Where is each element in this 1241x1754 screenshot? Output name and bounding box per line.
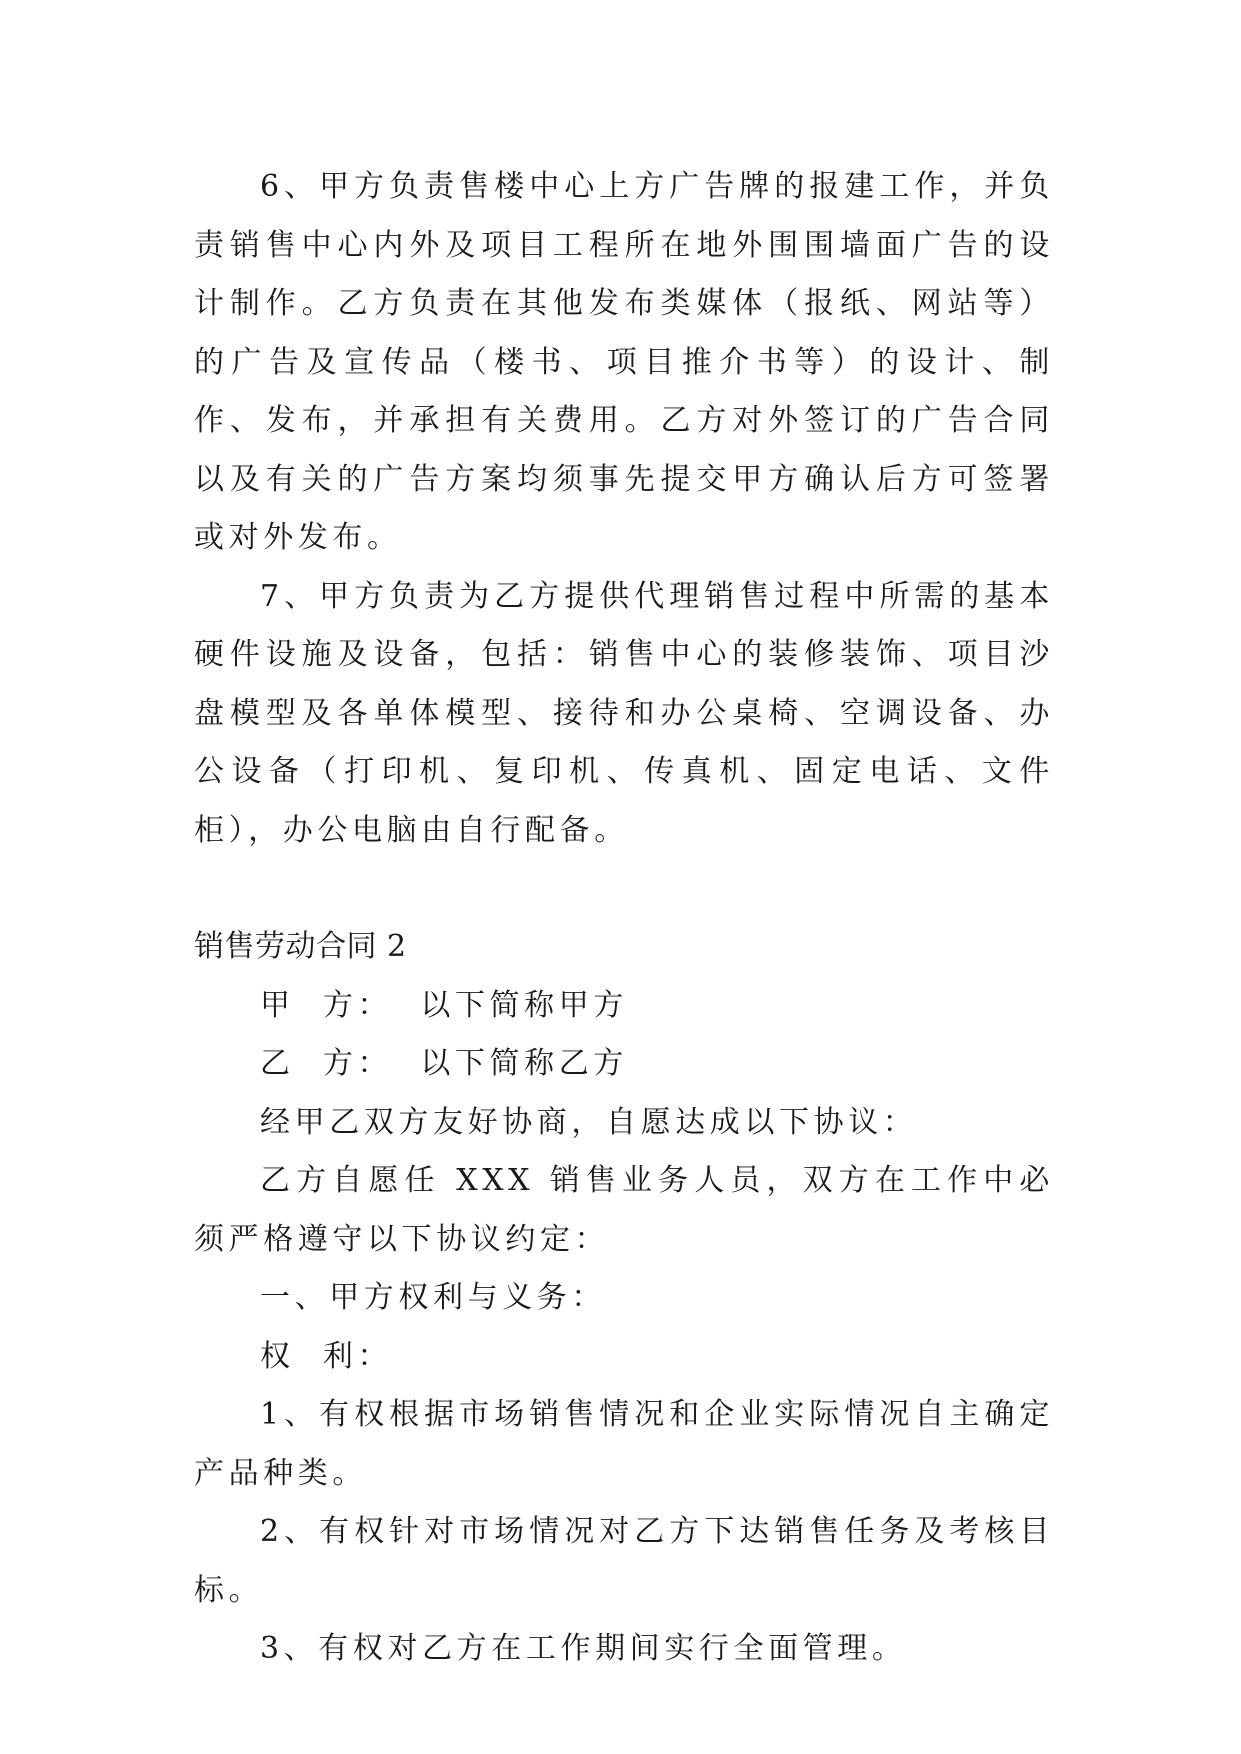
paragraph-6: 6、甲方负责售楼中心上方广告牌的报建工作，并负责销售中心内外及项目工程所在地外围围墙面广告的设计制作。乙方负责在其他发布类媒体（报纸、网站等）的广告及宣传品（楼书、项目推介书等）的设计、制作、发布，并承担有关费用。乙方对外签订的广告合同以及有关的广告方案均须事先提交甲方确认后方可签署或对外发布。 (194, 169, 1054, 555)
rights-label: 权 利： (260, 1338, 393, 1374)
paragraph-7: 7、甲方负责为乙方提供代理销售过程中所需的基本硬件设施及设备，包括：销售中心的装修装饰、项目沙盘模型及各单体模型、接待和办公桌椅、空调设备、办公设备（打印机、复印机、传真机、固定电话、文件柜），办公电脑由自行配备。 (194, 578, 1054, 848)
intro-paragraph: 经甲乙双方友好协商，自愿达成以下协议： (260, 1104, 918, 1140)
document-page (194, 158, 1054, 1679)
right-3: 3、有权对乙方在工作期间实行全面管理。 (260, 1631, 907, 1666)
party-b-line: 乙 方： 以下简称乙方 (260, 1046, 628, 1081)
right-1: 1、有权根据市场销售情况和企业实际情况自主确定产品种类。 (194, 1397, 1054, 1491)
party-a-line: 甲 方： 以下简称甲方 (260, 987, 628, 1023)
right-2: 2、有权针对市场情况对乙方下达销售任务及考核目标。 (194, 1514, 1054, 1608)
section-title: 销售劳动合同 2 (194, 929, 407, 964)
duty-paragraph: 乙方自愿任 XXX 销售业务人员，双方在工作中必须严格遵守以下协议约定： (194, 1163, 1054, 1257)
clause-1-title: 一、甲方权利与义务： (260, 1280, 606, 1315)
